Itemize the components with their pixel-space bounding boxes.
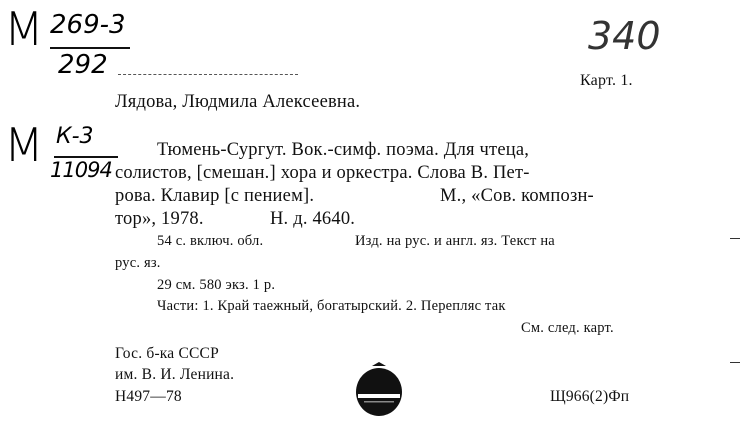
library-code: Н497—78 bbox=[115, 388, 182, 405]
underline bbox=[50, 47, 130, 49]
handwritten-code-2: К-3 bbox=[56, 124, 94, 149]
publisher-year: тор», 1978. bbox=[115, 209, 204, 229]
handwritten-code-2-sub: 11094 bbox=[50, 158, 112, 182]
edge-mark bbox=[730, 238, 740, 239]
handwritten-code-1: 269-3 bbox=[50, 10, 126, 40]
language-note: Изд. на рус. и англ. яз. Текст на bbox=[355, 233, 555, 249]
language-note-cont: рус. яз. bbox=[115, 255, 161, 271]
title-line: Тюмень-Сургут. Вок.-симф. поэма. Для чтеца, bbox=[157, 140, 530, 160]
title-line: солистов, [смешан.] хора и оркестра. Слова В. Пет- bbox=[115, 163, 530, 183]
contents-note: Части: 1. Край таежный, богатырский. 2. Перепляс так bbox=[157, 298, 506, 314]
edge-mark bbox=[730, 362, 740, 363]
library-line: Гос. б-ка СССР bbox=[115, 345, 219, 362]
edition-number: Н. д. 4640. bbox=[270, 209, 356, 229]
handwritten-letter-m-2: М bbox=[4, 118, 44, 172]
title-line: рова. Клавир [с пением]. bbox=[115, 186, 315, 206]
handwritten-top-right-number: 340 bbox=[588, 14, 661, 58]
library-stamp-icon bbox=[350, 360, 408, 420]
size-copies-price: 29 см. 580 экз. 1 р. bbox=[157, 277, 276, 293]
library-line: им. В. И. Ленина. bbox=[115, 366, 235, 383]
author-name: Лядова, Людмила Алексеевна. bbox=[115, 92, 361, 112]
card-number-label: Карт. 1. bbox=[580, 72, 633, 89]
catalog-code: Щ966(2)Фп bbox=[550, 388, 630, 405]
handwritten-code-1-sub: 292 bbox=[58, 50, 108, 80]
publisher-place: М., «Сов. композн- bbox=[440, 186, 594, 206]
dashed-rule bbox=[118, 74, 298, 75]
continued-note: См. след. карт. bbox=[521, 320, 614, 336]
handwritten-letter-m-1: М bbox=[4, 2, 44, 56]
pagination: 54 с. включ. обл. bbox=[157, 233, 264, 249]
